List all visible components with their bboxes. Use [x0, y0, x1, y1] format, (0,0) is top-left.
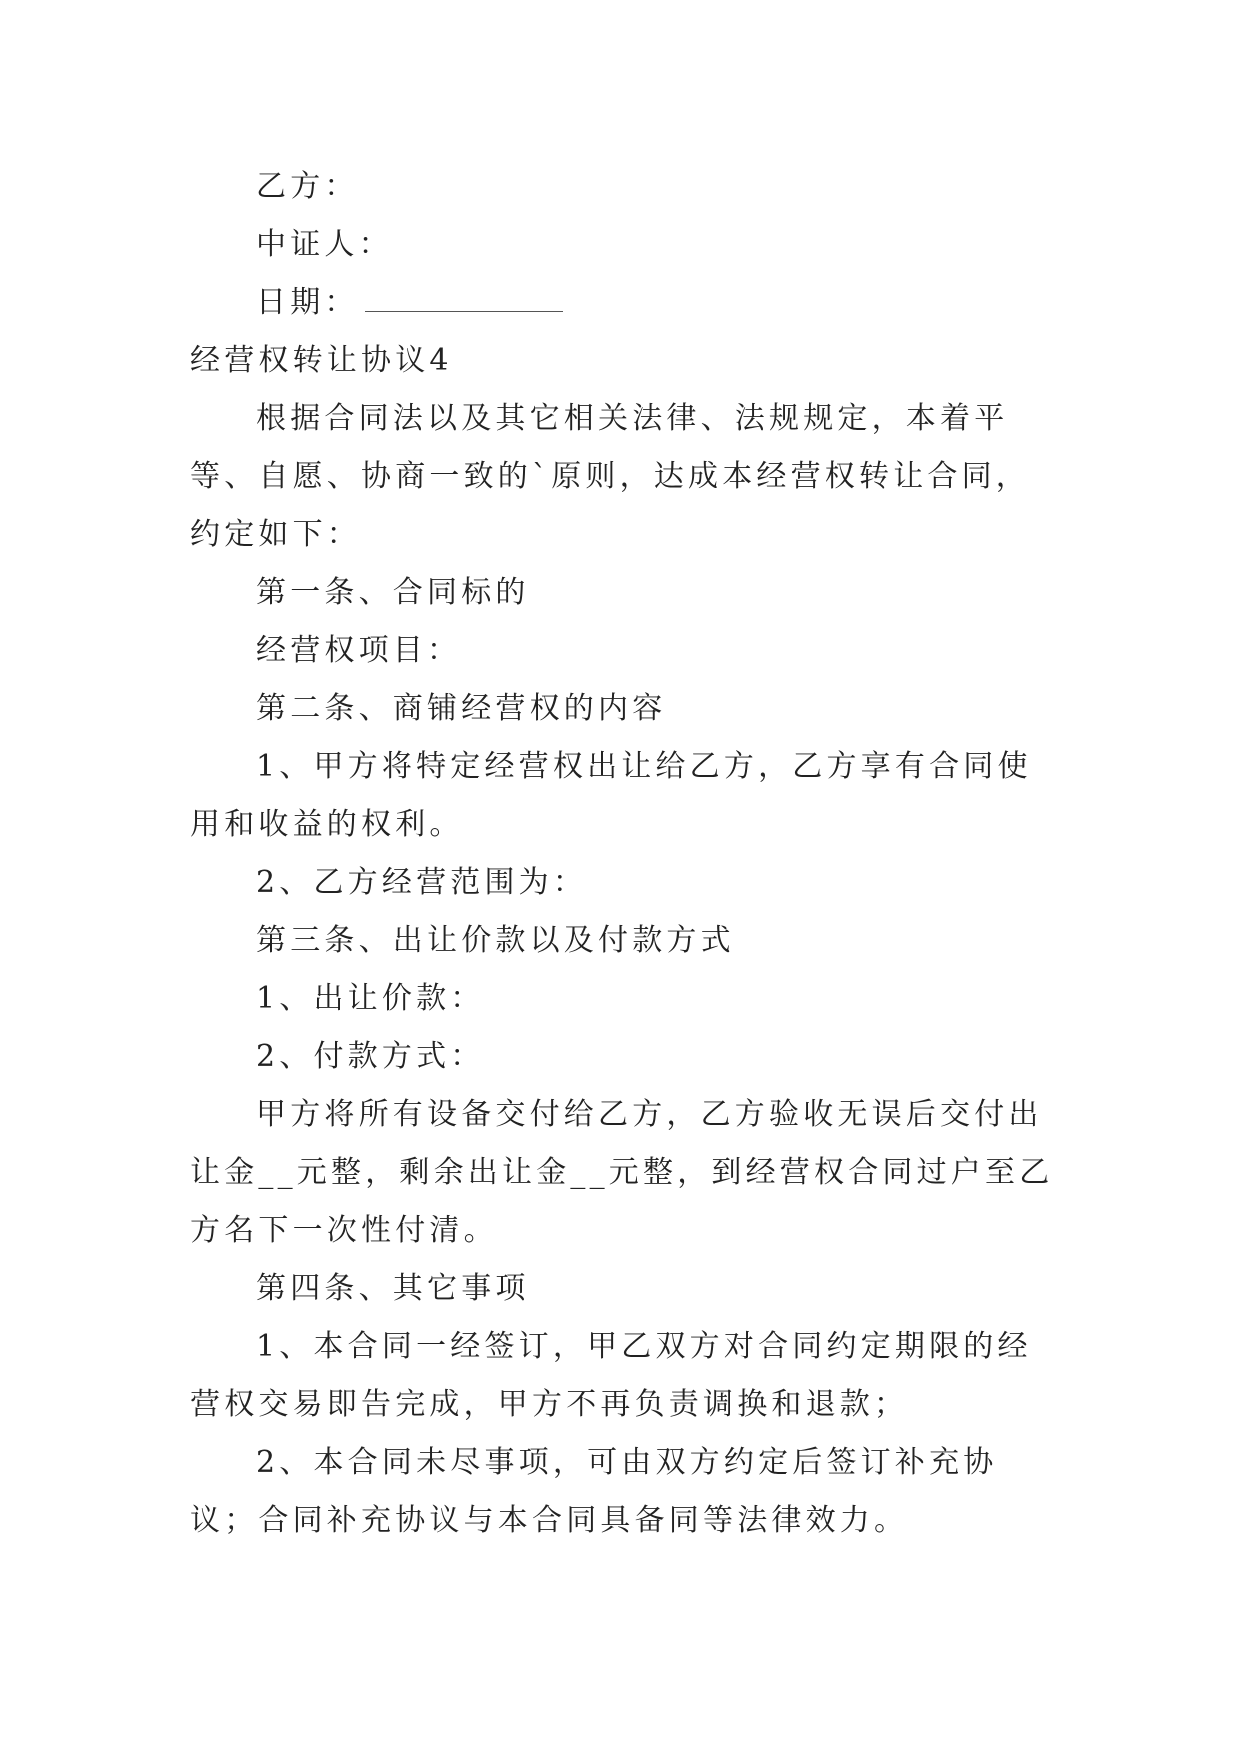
date-label: 日期： [256, 285, 359, 320]
article-3-heading: 第三条、出让价款以及付款方式 [256, 923, 735, 958]
article-1-heading: 第一条、合同标的 [256, 575, 530, 610]
document-body [190, 158, 1060, 1550]
party-b-line: 乙方： [256, 169, 359, 204]
article-3-payment-terms: 甲方将所有设备交付给乙方，乙方验收无误后交付出让金__元整，剩余出让金__元整，到经营权合同过户至乙方名下一次性付清。 [190, 1097, 1054, 1248]
paragraph-preamble: 根据合同法以及其它相关法律、法规规定，本着平等、自愿、协商一致的`原则，达成本经营权转让合同，约定如下： [190, 401, 1030, 552]
article-4-clause-1: 1、本合同一经签订，甲乙双方对合同约定期限的经营权交易即告完成，甲方不再负责调换和退款； [190, 1329, 1032, 1422]
date-blank-underline [365, 285, 563, 312]
section-title: 经营权转让协议4 [190, 343, 453, 378]
article-3-clause-1: 1、出让价款： [256, 981, 485, 1016]
article-3-clause-2: 2、付款方式： [256, 1039, 485, 1074]
article-4-heading: 第四条、其它事项 [256, 1271, 530, 1306]
date-line [190, 274, 1060, 332]
witness-line: 中证人： [256, 227, 393, 262]
article-2-clause-2: 2、乙方经营范围为： [256, 865, 588, 900]
article-4-clause-2: 2、本合同未尽事项，可由双方约定后签订补充协议；合同补充协议与本合同具备同等法律效力。 [190, 1445, 998, 1538]
article-2-heading: 第二条、商铺经营权的内容 [256, 691, 667, 726]
article-1-item: 经营权项目： [256, 633, 462, 668]
article-2-clause-1: 1、甲方将特定经营权出让给乙方，乙方享有合同使用和收益的权利。 [190, 749, 1032, 842]
